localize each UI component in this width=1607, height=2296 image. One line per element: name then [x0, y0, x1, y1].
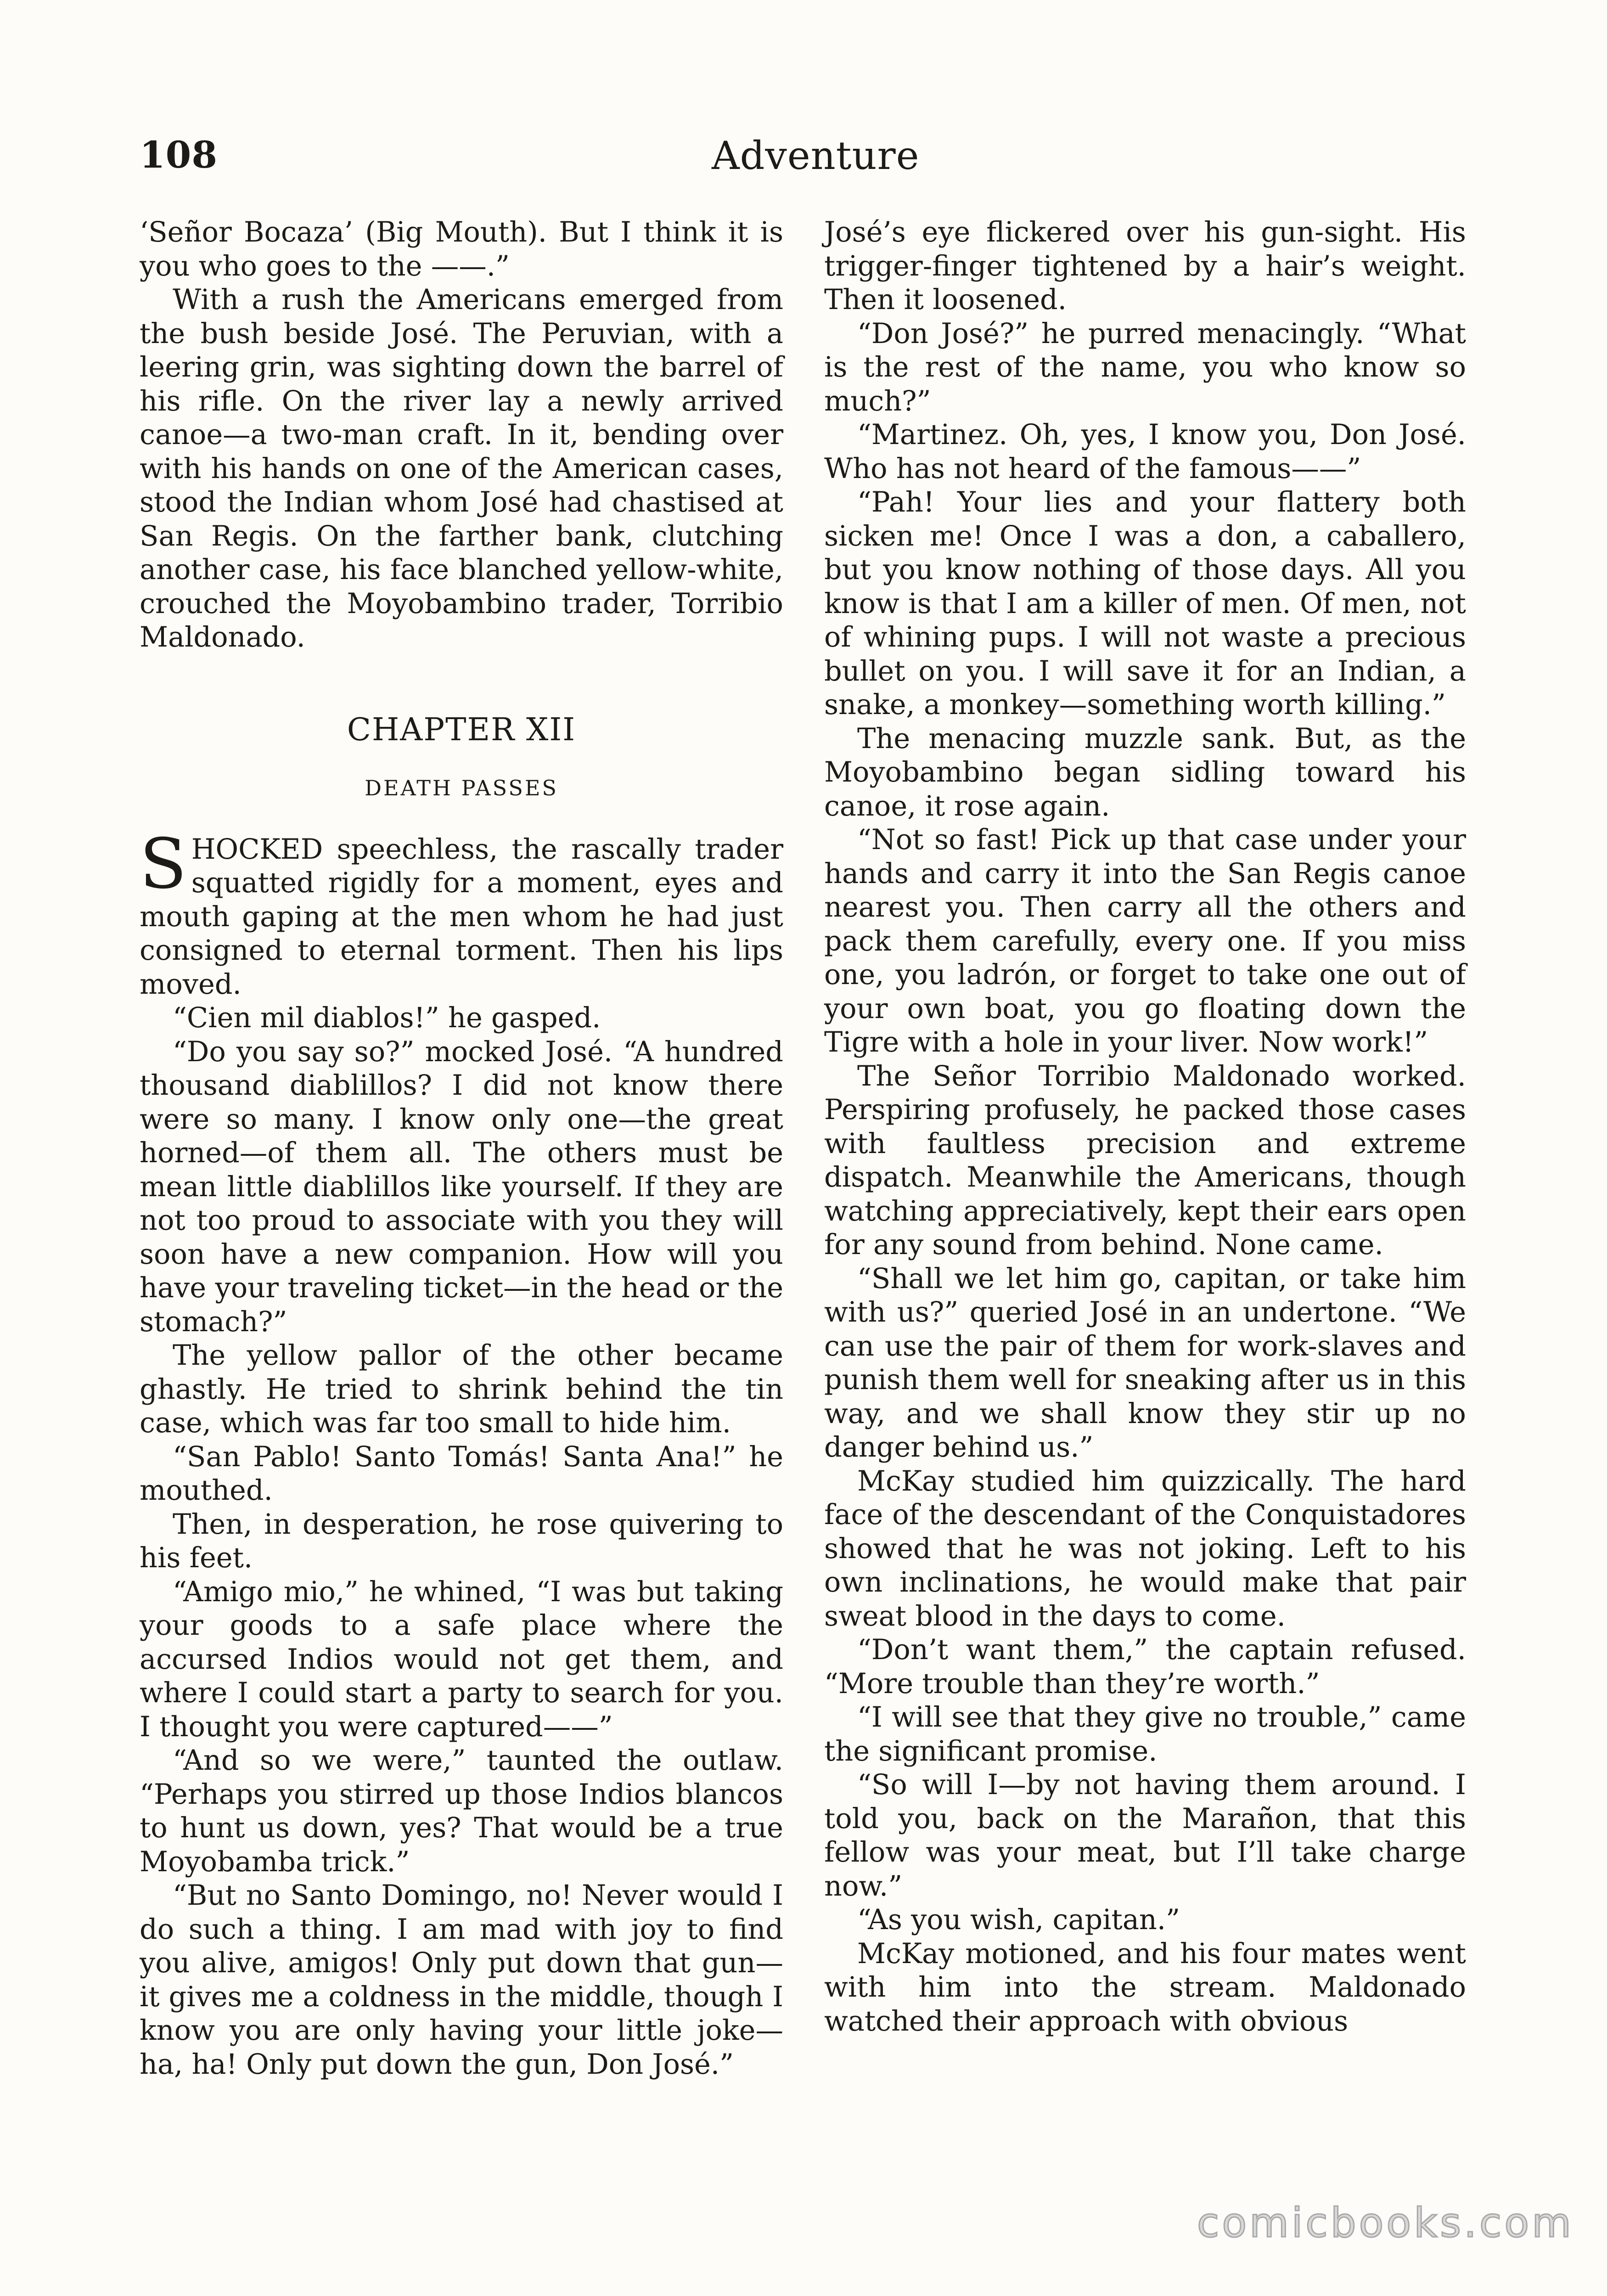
paragraph: ‘Señor Bocaza’ (Big Mouth). But I think it is you who goes to the ——.”: [140, 216, 783, 282]
paragraph: José’s eye flickered over his gun-sight. His trigger-finger tightened by a hair’s weight. Then it loosened.: [824, 216, 1466, 316]
paragraph: “Don José?” he purred menacingly. “What is the rest of the name, you who know so much?”: [824, 317, 1466, 417]
paragraph: “Not so fast! Pick up that case under your hands and carry it into the San Regis canoe nearest you. Then carry all the others and pack them carefully, every one. If you miss one, you ladrón, or forget to take one out of your own boat, you go floating down the Tigre with a hole in your liver. Now work!”: [824, 824, 1466, 1058]
paragraph: Then, in desperation, he rose quivering to his feet.: [140, 1508, 783, 1574]
left-column: [140, 216, 783, 2082]
chapter-title: CHAPTER XII: [347, 711, 576, 748]
paragraph: “Cien mil diablos!” he gasped.: [173, 1002, 601, 1034]
paragraph: “Pah! Your lies and your flattery both sicken me! Once I was a don, a caballero, but you know nothing of those days. All you know is that I am a killer of men. Of men, not of whining pups. I will not waste a precious bullet on you. I will save it for an Indian, a snake, a monkey—something worth killing.”: [824, 486, 1466, 721]
watermark: comicbooks.com: [1197, 2199, 1574, 2246]
running-head: Adventure: [712, 133, 920, 178]
paragraph: “And so we were,” taunted the outlaw. “Perhaps you stirred up those Indios blancos to hunt us down, yes? That would be a true Moyobamba trick.”: [140, 1745, 783, 1878]
paragraph: The menacing muzzle sank. But, as the Moyobambino began sidling toward his canoe, it rose again.: [824, 722, 1466, 822]
paragraph: “Martinez. Oh, yes, I know you, Don José. Who has not heard of the famous——”: [824, 419, 1466, 485]
paragraph: “Do you say so?” mocked José. “A hundred thousand diablillos? I did not know there were so many. I know only one—the great horned—of them all. The others must be mean little diablillos like yourself. If they are not too proud to associate with you they will soon have a new companion. How will you have your traveling ticket—in the head or the stomach?”: [140, 1035, 783, 1338]
paragraph: The yellow pallor of the other became ghastly. He tried to shrink behind the tin case, which was far too small to hide him.: [140, 1339, 783, 1439]
paragraph: McKay studied him quizzically. The hard face of the descendant of the Conquistadores showed that he was not joking. Left to his own inclinations, he would make that pair sweat blood in the days to come.: [824, 1465, 1466, 1632]
right-column: [824, 216, 1466, 2038]
paragraph: “So will I—by not having them around. I told you, back on the Marañon, that this fellow was your meat, but I’ll take charge now.”: [824, 1769, 1466, 1902]
paragraph: “Amigo mio,” he whined, “I was but taking your goods to a safe place where the accursed Indios would not get them, and where I could start a party to search for you. I thought you were captured——”: [140, 1576, 783, 1743]
paragraph-dropcap: [140, 824, 783, 1002]
chapter-subtitle: DEATH PASSES: [365, 775, 558, 800]
page-number: 108: [140, 133, 218, 176]
paragraph: The Señor Torribio Maldonado worked. Perspiring profusely, he packed those cases with faultless precision and extreme dispatch. Meanwhile the Americans, though watching appreciatively, kept their ears open for any sound from behind. None came.: [824, 1060, 1466, 1261]
paragraph: McKay motioned, and his four mates went with him into the stream. Maldonado watched their approach with obvious: [824, 1937, 1466, 2037]
paragraph: With a rush the Americans emerged from the bush beside José. The Peruvian, with a leering grin, was sighting down the barrel of his rifle. On the river lay a newly arrived canoe—a two-man craft. In it, bending over with his hands on one of the American cases, stood the Indian whom José had chastised at San Regis. On the farther bank, clutching another case, his face blanched yellow-white, crouched the Moyobambino trader, Torribio Maldonado.: [140, 284, 783, 653]
paragraph: “As you wish, capitan.”: [857, 1904, 1180, 1936]
paragraph: “Don’t want them,” the captain refused. “More trouble than they’re worth.”: [824, 1634, 1466, 1700]
paragraph-text: HOCKED speechless, the rascally trader squatted rigidly for a moment, eyes and mouth gaping at the men whom he had just consigned to eternal torment. Then his lips moved.: [140, 833, 783, 1001]
paragraph: “San Pablo! Santo Tomás! Santa Ana!” he mouthed.: [140, 1441, 783, 1507]
paragraph: “I will see that they give no trouble,” came the significant promise.: [824, 1701, 1466, 1767]
paragraph: “Shall we let him go, capitan, or take him with us?” queried José in an undertone. “We can use the pair of them for work-slaves and punish them well for sneaking after us in this way, and we shall know they stir up no danger behind us.”: [824, 1262, 1466, 1463]
drop-cap: S: [140, 824, 187, 904]
paragraph: “But no Santo Domingo, no! Never would I do such a thing. I am mad with joy to find you alive, amigos! Only put down that gun—it gives me a coldness in the middle, though I know you are only having your little joke—ha, ha! Only put down the gun, Don José.”: [140, 1880, 783, 2081]
